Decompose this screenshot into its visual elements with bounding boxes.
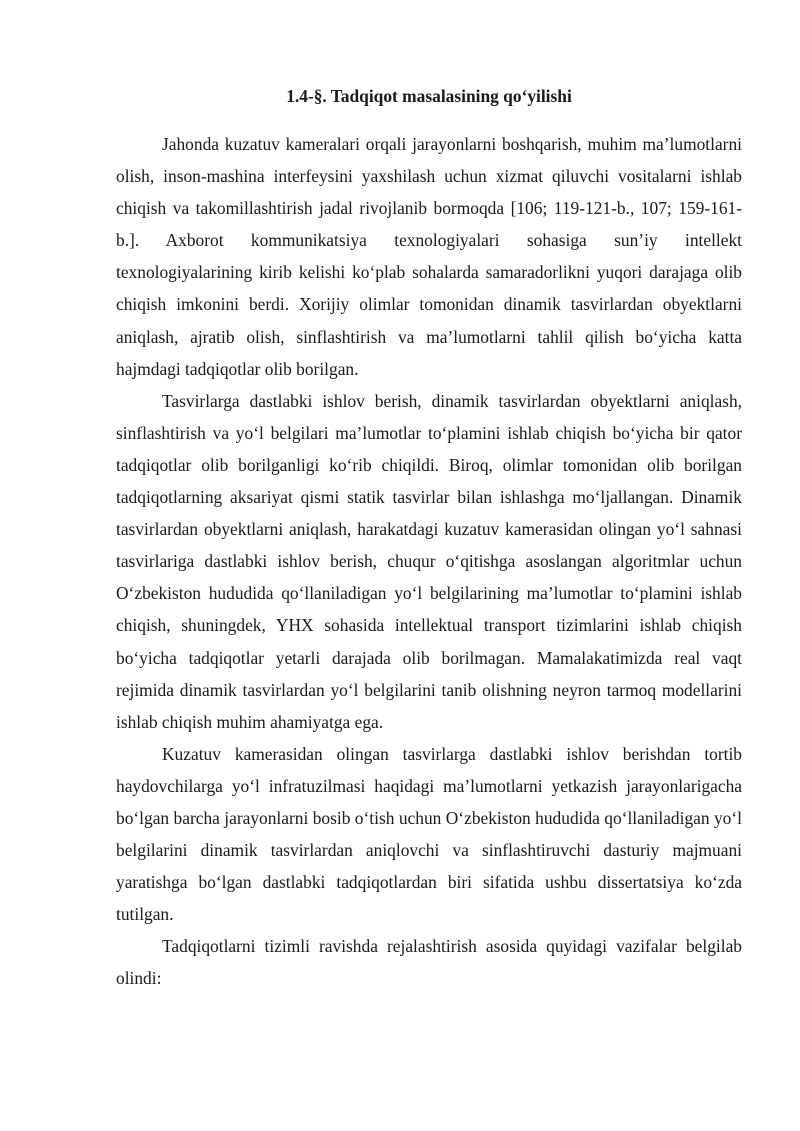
paragraph-3: Kuzatuv kamerasidan olingan tasvirlarga dastlabki ishlov berishdan tortib haydovchilarga yo‘l infratuzilmasi haqidagi ma’lumotlarni yetkazish jarayonlarigacha bo‘lgan barcha jarayonlarni bosib o‘tish uchun O‘zbekiston hududida qo‘llaniladigan yo‘l belgilarini dinamik tasvirlardan aniqlovchi va sinflashtiruvchi dasturiy majmuani yaratishga bo‘lgan dastlabki tadqiqotlardan biri sifatida ushbu dissertatsiya ko‘zda tutilgan.	[116, 743, 742, 925]
section-heading: 1.4-§. Tadqiqot masalasining qo‘yilishi	[286, 86, 572, 106]
paragraph-2: Tasvirlarga dastlabki ishlov berish, dinamik tasvirlardan obyektlarni aniqlash, sinflashtirish va yo‘l belgilari ma’lumotlar to‘plamini ishlab chiqish bo‘yicha bir qator tadqiqotlar olib borilganligi ko‘rib chiqildi. Biroq, olimlar tomonidan olib borilgan tadqiqotlarning aksariyat qismi statik tasvirlar bilan ishlashga mo‘ljallangan. Dinamik tasvirlardan obyektlarni aniqlash, harakatdagi kuzatuv kamerasidan olingan yo‘l sahnasi tasvirlariga dastlabki ishlov berish, chuqur o‘qitishga asoslangan algoritmlar uchun O‘zbekiston hududida qo‘llaniladigan yo‘l belgilarining ma’lumotlar to‘plamini ishlab chiqish, shuningdek, YHX sohasida intellektual transport tizimlarini ishlab chiqish bo‘yicha tadqiqotlar yetarli darajada olib borilmagan. Mamalakatimizda real vaqt rejimida dinamik tasvirlardan yo‘l belgilarini tanib olishning neyron tarmoq modellarini ishlab chiqish muhim ahamiyatga ega.	[116, 390, 742, 732]
paragraph-1: Jahonda kuzatuv kameralari orqali jarayonlarni boshqarish, muhim ma’lumotlarni olish, inson-mashina interfeysini yaxshilash uchun xizmat qiluvchi vositalarni ishlab chiqish va takomillashtirish jadal rivojlanib bormoqda [106; 119-121-b., 107; 159-161-b.]. Axborot kommunikatsiya texnologiyalari sohasiga sun’iy intellekt texnologiyalarining kirib kelishi ko‘plab sohalarda samaradorlikni yuqori darajaga olib chiqish imkonini berdi. Xorijiy olimlar tomonidan dinamik tasvirlardan obyektlarni aniqlash, ajratib olish, sinflashtirish va ma’lumotlarni tahlil qilish bo‘yicha katta hajmdagi tadqiqotlar olib borilgan.	[116, 134, 742, 379]
document-page	[116, 84, 742, 995]
paragraph-4: Tadqiqotlarni tizimli ravishda rejalashtirish asosida quyidagi vazifalar belgilab olindi:	[116, 936, 742, 989]
